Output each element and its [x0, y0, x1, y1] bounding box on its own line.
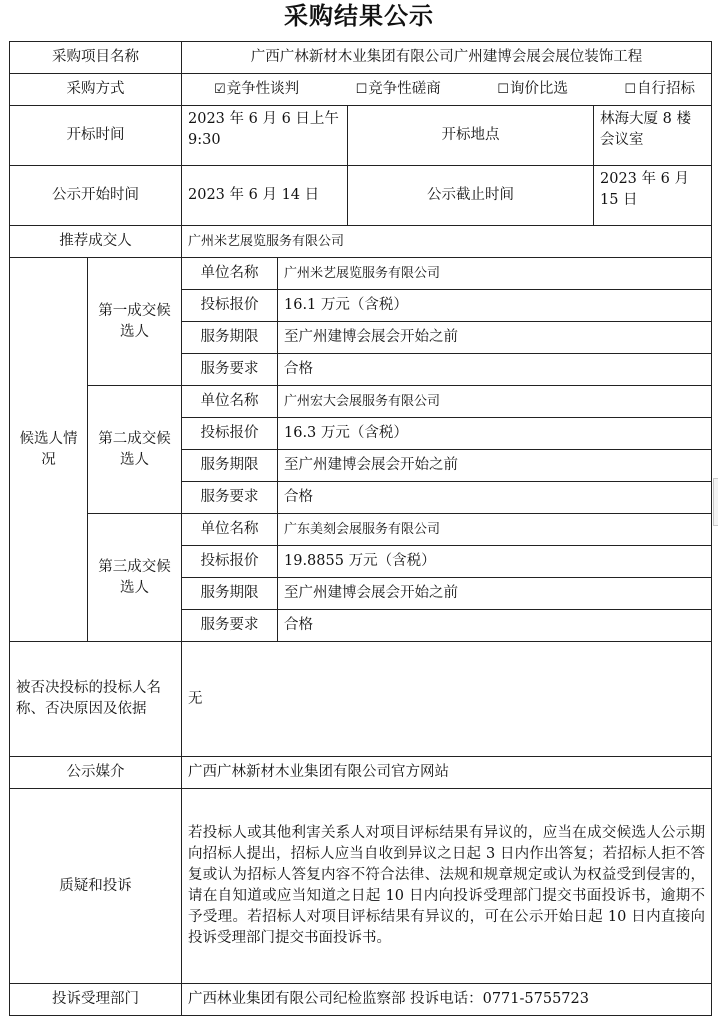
method-option-competitive-consultation	[356, 79, 441, 100]
media-value: 广西广林新材木业集团有限公司官方网站	[182, 757, 712, 789]
project-name: 广西广林新材木业集团有限公司广州建博会展会展位装饰工程	[182, 42, 712, 74]
media-label: 公示媒介	[10, 757, 182, 789]
bid-open-place-value: 林海大厦 8 楼会议室	[594, 106, 712, 166]
complaint-dept-label: 投诉受理部门	[10, 984, 182, 1016]
recommended-row	[10, 226, 712, 258]
bid-open-time-value: 2023 年 6 月 6 日上午 9:30	[182, 106, 348, 166]
complaint-dept-value: 广西林业集团有限公司纪检监察部 投诉电话：0771-5755723	[182, 984, 712, 1016]
candidate-3-price: 19.8855 万元（含税）	[278, 546, 712, 578]
notice-start-value: 2023 年 6 月 14 日	[182, 166, 348, 226]
complaint-row	[10, 789, 712, 984]
bid-open-place-label: 开标地点	[348, 106, 594, 166]
complaint-text: 若投标人或其他利害关系人对项目评标结果有异议的，应当在成交候选人公示期向招标人提出，招标人应当自收到异议之日起 3 日内作出答复；若招标人拒不答复或认为招标人答复内容不符合法律、法规和规章规定或认为权益受到侵害的，请在自知道或应当知道之日起 10 日内向投诉受理部门提交书面投诉书，逾期不予受理。若招标人对项目评标结果有异议的，可在公示开始日起 10 日内直接向投诉受理部门提交书面投诉书。	[182, 789, 712, 984]
unchecked-box-icon: ☐	[624, 82, 637, 97]
method-option-label: 自行招标	[637, 81, 696, 97]
field-label-period: 服务期限	[182, 578, 278, 610]
method-options	[182, 74, 712, 106]
candidate-3-period: 至广州建博会展会开始之前	[278, 578, 712, 610]
notice-period-row	[10, 166, 712, 226]
candidates-group-label: 候选人情况	[10, 258, 88, 642]
field-label-requirement: 服务要求	[182, 482, 278, 514]
candidate-2-period: 至广州建博会展会开始之前	[278, 450, 712, 482]
method-label: 采购方式	[10, 74, 182, 106]
candidate-3-unit-row	[10, 514, 712, 546]
candidate-3-unit: 广东美刻会展服务有限公司	[278, 514, 712, 546]
rejected-row	[10, 642, 712, 757]
procurement-result-table	[9, 41, 712, 1016]
candidate-1-unit: 广州米艺展览服务有限公司	[278, 258, 712, 290]
unchecked-box-icon: ☐	[497, 82, 509, 97]
candidate-1-requirement: 合格	[278, 354, 712, 386]
method-row	[10, 74, 712, 106]
recommended-value: 广州米艺展览服务有限公司	[182, 226, 712, 258]
scrollbar-edge[interactable]	[713, 478, 718, 526]
rejected-value: 无	[182, 642, 712, 757]
document-title: 采购结果公示	[284, 1, 434, 30]
complaint-dept-row	[10, 984, 712, 1016]
candidate-2-unit: 广州宏大会展服务有限公司	[278, 386, 712, 418]
method-option-label: 竞争性谈判	[226, 81, 300, 97]
candidate-3-requirement: 合格	[278, 610, 712, 642]
bid-open-row	[10, 106, 712, 166]
field-label-requirement: 服务要求	[182, 354, 278, 386]
bid-open-time-label: 开标时间	[10, 106, 182, 166]
field-label-period: 服务期限	[182, 322, 278, 354]
method-option-label: 竞争性磋商	[368, 81, 441, 97]
method-option-label: 询价比选	[509, 81, 568, 97]
candidate-1-period: 至广州建博会展会开始之前	[278, 322, 712, 354]
field-label-price: 投标报价	[182, 418, 278, 450]
complaint-label: 质疑和投诉	[10, 789, 182, 984]
notice-end-value: 2023 年 6 月 15 日	[594, 166, 712, 226]
project-label: 采购项目名称	[10, 42, 182, 74]
candidate-3-rank: 第三成交候选人	[88, 514, 182, 642]
candidate-1-rank: 第一成交候选人	[88, 258, 182, 386]
rejected-label: 被否决投标的投标人名称、否决原因及依据	[10, 642, 182, 757]
field-label-unit: 单位名称	[182, 386, 278, 418]
method-option-competitive-negotiation	[214, 79, 299, 100]
candidate-1-price: 16.1 万元（含税）	[278, 290, 712, 322]
field-label-unit: 单位名称	[182, 514, 278, 546]
checked-box-icon: ☑	[214, 82, 226, 97]
candidate-2-requirement: 合格	[278, 482, 712, 514]
candidate-2-unit-row	[10, 386, 712, 418]
method-option-self-tender	[624, 79, 695, 100]
candidate-1-unit-row	[10, 258, 712, 290]
media-row	[10, 757, 712, 789]
candidate-2-rank: 第二成交候选人	[88, 386, 182, 514]
project-row	[10, 42, 712, 74]
field-label-price: 投标报价	[182, 546, 278, 578]
field-label-period: 服务期限	[182, 450, 278, 482]
recommended-label: 推荐成交人	[10, 226, 182, 258]
field-label-price: 投标报价	[182, 290, 278, 322]
notice-end-label: 公示截止时间	[348, 166, 594, 226]
candidate-2-price: 16.3 万元（含税）	[278, 418, 712, 450]
notice-start-label: 公示开始时间	[10, 166, 182, 226]
unchecked-box-icon: ☐	[355, 82, 368, 97]
method-option-price-inquiry	[497, 79, 568, 100]
field-label-unit: 单位名称	[182, 258, 278, 290]
field-label-requirement: 服务要求	[182, 610, 278, 642]
